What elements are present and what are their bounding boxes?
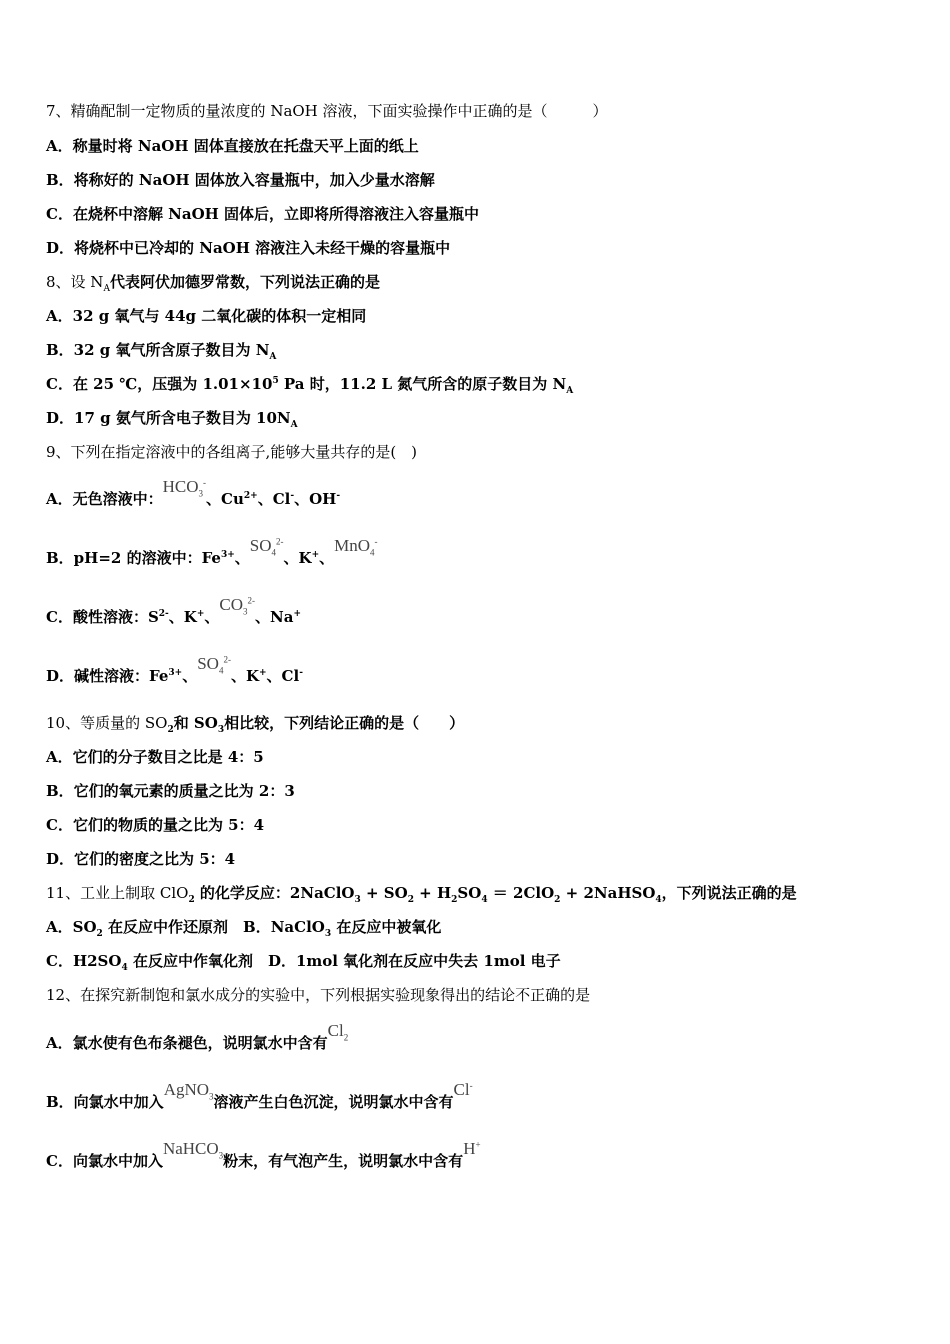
co3-formula: $CO_3^{2-}$ <box>219 595 256 617</box>
q8-option-c: C．在 25 ℃，压强为 $1.01\times 10^5$ Pa 时，11.2 L 氮气所含的原子数目为 $N_A$ <box>46 375 574 396</box>
cl-ion-formula: Cl- <box>453 1080 473 1099</box>
q10-option-d: D．它们的密度之比为 5：4 <box>46 850 236 868</box>
q10-option-b: B．它们的氧元素的质量之比为 2：3 <box>46 782 295 800</box>
q8-stem: 8、设 $N_A$代表阿伏加德罗常数，下列说法正确的是 <box>46 273 380 294</box>
q7-option-b: B．将称好的 NaOH 固体放入容量瓶中，加入少量水溶解 <box>46 171 435 189</box>
h-ion-formula: H+ <box>463 1139 481 1158</box>
q12-option-a: A．氯水使有色布条褪色，说明氯水中含有$Cl_2$ <box>46 1021 349 1052</box>
q7-option-d: D．将烧杯中已冷却的 NaOH 溶液注入未经干燥的容量瓶中 <box>46 239 451 257</box>
q9-option-b: B．pH=2 的溶液中：$Fe^{3+}$、$SO_4^{2-}$、K+、MnO$_4$- <box>46 536 378 567</box>
agno3-formula: AgNO$_3$ <box>163 1080 214 1102</box>
so4-formula: $SO_4^{2-}$ <box>249 536 284 558</box>
q9-stem: 9、下列在指定溶液中的各组离子,能够大量共存的是( ) <box>46 443 418 461</box>
q11-options-cd: C．$H2SO_4$ 在反应中作氧化剂 D．1mol 氧化剂在反应中失去 1mol 电子 <box>46 952 561 973</box>
q12-option-c: C．向氯水中加入NaHCO$_3$粉末，有气泡产生，说明氯水中含有H+ <box>46 1139 481 1170</box>
q10-option-a: A．它们的分子数目之比是 4：5 <box>46 748 264 766</box>
q11-options-ab: A．$SO_2$ 在反应中作还原剂 B．NaClO$_3$ 在反应中被氧化 <box>46 918 442 939</box>
q8-option-d: D．17 g 氨气所含电子数目为 $10N_A$ <box>46 409 298 430</box>
q7-stem <box>46 101 608 121</box>
mno4-formula: MnO$_4$- <box>334 536 378 558</box>
q8-option-b: B．32 g 氧气所含原子数目为 $N_A$ <box>46 341 277 362</box>
hco3-formula: $HCO_3^-$ <box>162 477 207 499</box>
cl2-formula: $Cl_2$ <box>327 1021 349 1043</box>
so4-formula-d: $SO_4^{2-}$ <box>197 654 231 676</box>
q9-option-d: D．碱性溶液：$Fe^{3+}$、$SO_4^{2-}$、K+、Cl- <box>46 654 303 685</box>
q9-option-c: C．酸性溶液：$S^{2-}$、K+、$CO_3^{2-}$、Na+ <box>46 595 301 626</box>
q12-option-b: B．向氯水中加入AgNO$_3$溶液产生白色沉淀，说明氯水中含有Cl- <box>46 1080 473 1111</box>
q9-option-a: A．无色溶液中：$HCO_3^-$、$Cu^{2+}$、Cl-、OH- <box>46 477 341 508</box>
nahco3-formula: NaHCO$_3$ <box>162 1139 224 1161</box>
q8-option-a: A．32 g 氧气与 44g 二氧化碳的体积一定相同 <box>46 307 367 325</box>
q11-stem: 11、工业上制取 ClO$_2$ 的化学反应：2NaClO$_3$ + $SO_2 + H_2SO_4 = 2ClO_2$ + 2NaHSO$_4$，下列说法正确的是 <box>46 884 797 905</box>
q7-option-c: C．在烧杯中溶解 NaOH 固体后，立即将所得溶液注入容量瓶中 <box>46 205 480 223</box>
q10-stem: 10、等质量的 $SO_2$和 $SO_3$相比较，下列结论正确的是（ ） <box>46 714 465 735</box>
q10-option-c: C．它们的物质的量之比为 5：4 <box>46 816 265 834</box>
q7-option-a: A．称量时将 NaOH 固体直接放在托盘天平上面的纸上 <box>46 137 419 155</box>
q7-stem-text: 7、精确配制一定物质的量浓度的 NaOH 溶液，下面实验操作中正确的是（ ） <box>46 102 608 120</box>
q12-stem: 12、在探究新制饱和氯水成分的实验中，下列根据实验现象得出的结论不正确的是 <box>46 986 591 1004</box>
